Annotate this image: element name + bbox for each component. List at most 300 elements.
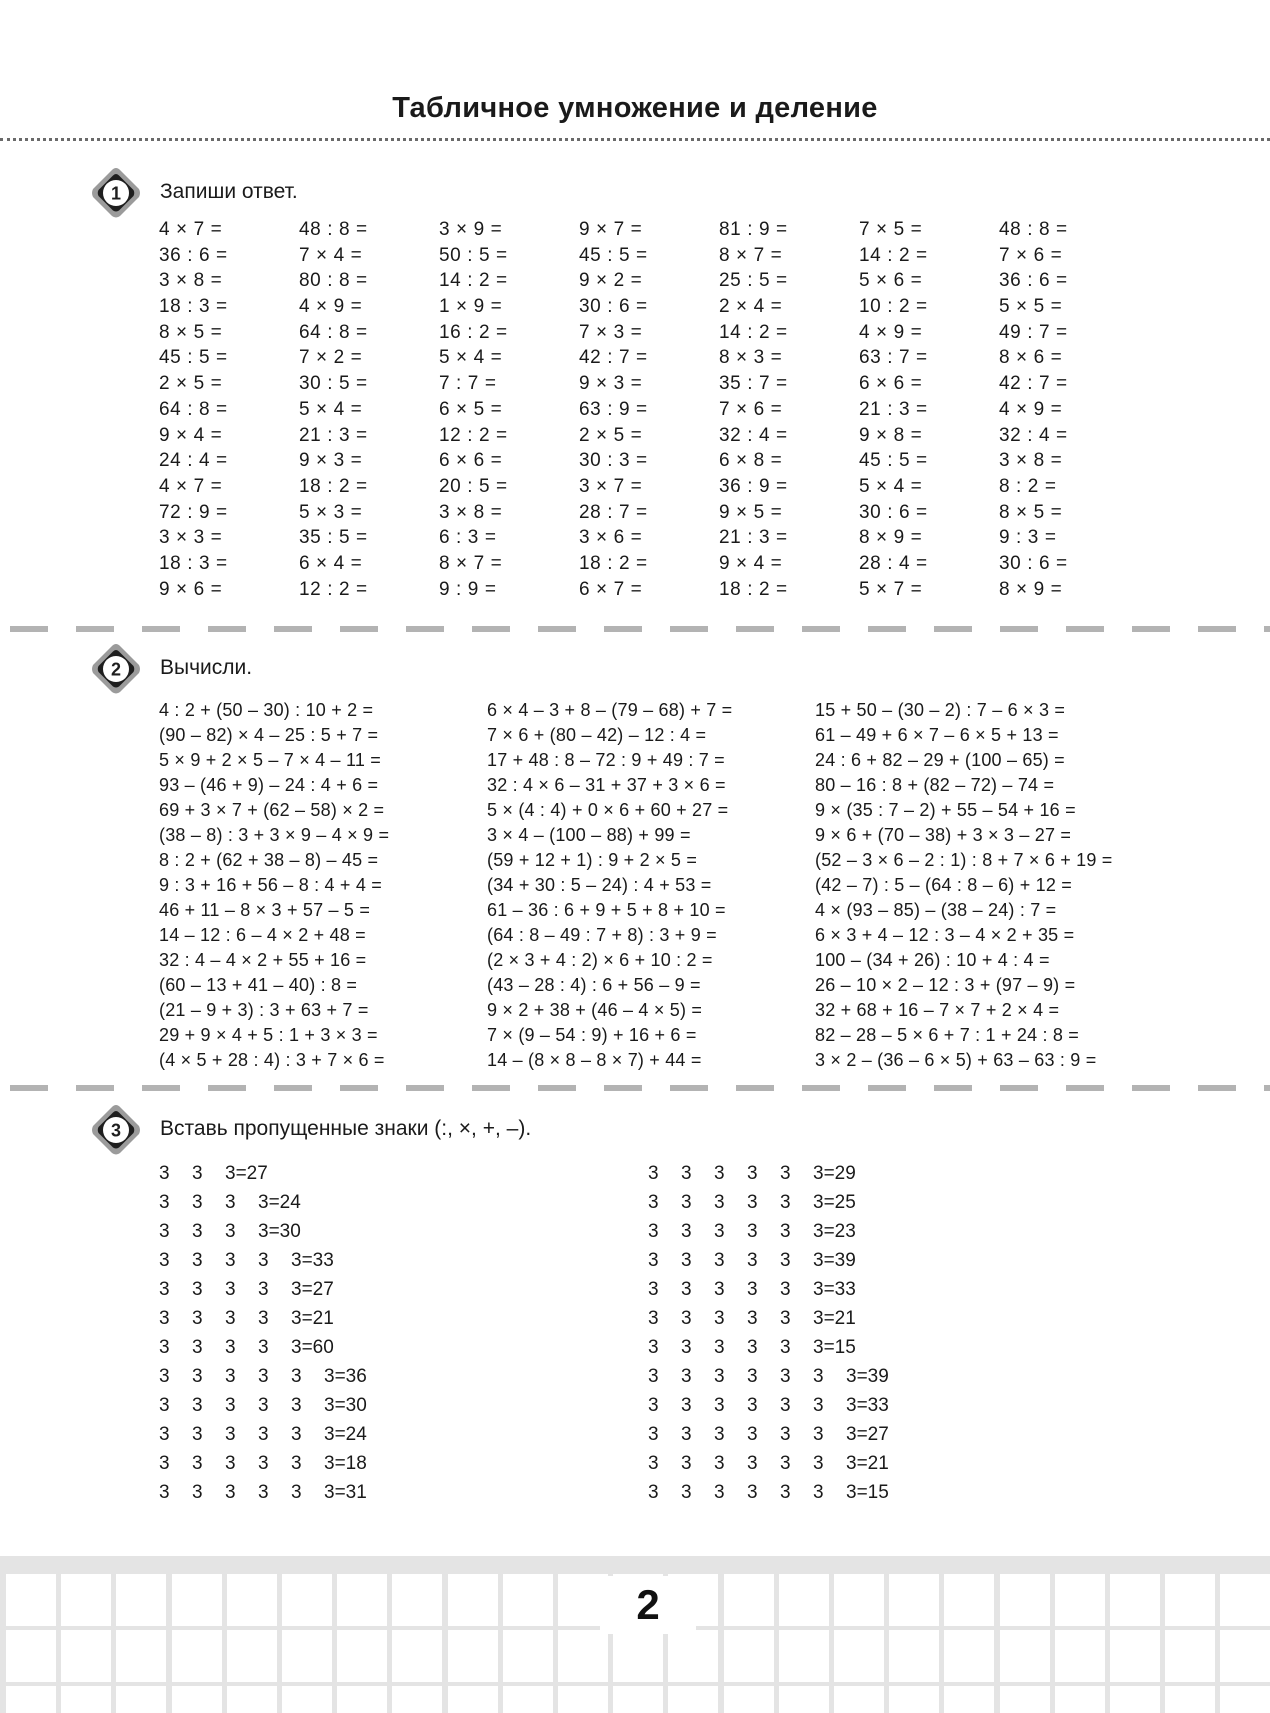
page-number: 2 xyxy=(600,1576,696,1634)
expression: 8 × 6 = xyxy=(999,347,1063,369)
expression: 42 : 7 = xyxy=(579,347,648,369)
expression: 61 – 49 + 6 × 7 – 6 × 5 + 13 = xyxy=(815,725,1059,745)
expression: 100 – (34 + 26) : 10 + 4 : 4 = xyxy=(815,950,1050,970)
expression: 7 × (9 – 54 : 9) + 16 + 6 = xyxy=(487,1025,697,1045)
expression: 9 : 3 + 16 + 56 – 8 : 4 + 4 = xyxy=(159,875,382,895)
missing-signs-equation xyxy=(648,1478,1098,1507)
missing-signs-equation xyxy=(648,1391,1098,1420)
footer-grid-cell xyxy=(172,1686,222,1713)
footer-grid-cell xyxy=(6,1630,56,1682)
expression: (60 – 13 + 41 – 40) : 8 = xyxy=(159,975,358,995)
footer-grid-cell xyxy=(613,1630,663,1682)
operand: 3 xyxy=(192,1395,203,1416)
expression: 6 × 8 = xyxy=(719,450,783,472)
expression: 6 × 4 = xyxy=(299,552,363,574)
expression: (21 – 9 + 3) : 3 + 63 + 7 = xyxy=(159,1000,369,1020)
expression: 1 × 9 = xyxy=(439,296,503,318)
expression: 9 × 3 = xyxy=(299,450,363,472)
operand: 3 xyxy=(648,1279,659,1300)
operand: 3 xyxy=(258,1453,269,1474)
expression: 7 × 5 = xyxy=(859,219,923,240)
operand: 3 xyxy=(714,1337,725,1358)
footer-grid-cell xyxy=(227,1686,277,1713)
operand: 3 xyxy=(747,1308,758,1329)
expression: 9 × 4 = xyxy=(159,424,223,446)
equation-result: 3=39 xyxy=(813,1250,856,1271)
operand: 3 xyxy=(291,1482,302,1503)
expression: 3 × 2 – (36 – 6 × 5) + 63 – 63 : 9 = xyxy=(815,1050,1097,1070)
footer-grid-cell xyxy=(448,1686,498,1713)
expression: 63 : 7 = xyxy=(859,347,928,369)
title-dotted-divider xyxy=(0,138,1270,141)
footer-grid-cell xyxy=(558,1686,608,1713)
expression: 18 : 2 = xyxy=(299,475,368,497)
expression: 4 × 9 = xyxy=(859,321,923,343)
operand: 3 xyxy=(780,1424,791,1445)
operand: 3 xyxy=(225,1453,236,1474)
expression: 5 × 6 = xyxy=(859,270,923,292)
operand: 3 xyxy=(681,1395,692,1416)
operand: 3 xyxy=(714,1163,725,1184)
footer-grid-cell xyxy=(116,1574,166,1626)
equation-result: 3=21 xyxy=(291,1308,334,1329)
expression: 8 × 9 = xyxy=(859,527,923,549)
footer-grid-cell xyxy=(1165,1630,1215,1682)
operand: 3 xyxy=(714,1221,725,1242)
footer-grid-cell xyxy=(1220,1630,1270,1682)
footer-grid-cell xyxy=(448,1630,498,1682)
footer-grid-cell xyxy=(944,1630,994,1682)
expression: 3 × 7 = xyxy=(579,475,643,497)
expression: (42 – 7) : 5 – (64 : 8 – 6) + 12 = xyxy=(815,875,1072,895)
expression: 45 : 5 = xyxy=(159,347,228,369)
missing-signs-equation xyxy=(159,1275,609,1304)
expression: 9 × (35 : 7 – 2) + 55 – 54 + 16 = xyxy=(815,800,1076,820)
expression: 5 × 4 = xyxy=(299,398,363,420)
expression: 64 : 8 = xyxy=(299,321,368,343)
expression: 9 × 4 = xyxy=(719,552,783,574)
footer-grid-cell xyxy=(6,1574,56,1626)
equation-result: 3=25 xyxy=(813,1192,856,1213)
expression: 6 × 6 = xyxy=(859,373,923,395)
expression: 17 + 48 : 8 – 72 : 9 + 49 : 7 = xyxy=(487,750,725,770)
missing-signs-equation xyxy=(159,1478,609,1507)
operand: 3 xyxy=(648,1424,659,1445)
expression: 5 × 7 = xyxy=(859,578,923,600)
expression: 20 : 5 = xyxy=(439,475,508,497)
operand: 3 xyxy=(225,1279,236,1300)
footer-grid-cell xyxy=(1165,1574,1215,1626)
operand: 3 xyxy=(225,1308,236,1329)
expression: 9 : 3 = xyxy=(999,527,1057,549)
expression: 3 × 4 – (100 – 88) + 99 = xyxy=(487,825,691,845)
expression: 18 : 3 = xyxy=(159,296,228,318)
missing-signs-equation xyxy=(159,1188,609,1217)
operand: 3 xyxy=(780,1395,791,1416)
expression: 28 : 4 = xyxy=(859,552,928,574)
footer-grid-cell xyxy=(889,1686,939,1713)
expression: 24 : 4 = xyxy=(159,450,228,472)
footer-grid-cell xyxy=(1000,1686,1050,1713)
footer-grid-cell xyxy=(503,1574,553,1626)
operand: 3 xyxy=(747,1163,758,1184)
footer-grid-cell xyxy=(944,1686,994,1713)
footer-grid-cell xyxy=(448,1574,498,1626)
operand: 3 xyxy=(225,1250,236,1271)
expression: 50 : 5 = xyxy=(439,244,508,266)
expression: 9 × 6 + (70 – 38) + 3 × 3 – 27 = xyxy=(815,825,1072,845)
expression: 18 : 2 = xyxy=(719,578,788,600)
expression: 7 × 6 = xyxy=(999,244,1063,266)
expression: (64 : 8 – 49 : 7 + 8) : 3 + 9 = xyxy=(487,925,717,945)
operand: 3 xyxy=(747,1366,758,1387)
expression: 6 × 3 + 4 – 12 : 3 – 4 × 2 + 35 = xyxy=(815,925,1075,945)
missing-signs-equation xyxy=(648,1275,1098,1304)
expression: 30 : 6 = xyxy=(859,501,928,523)
expression: 48 : 8 = xyxy=(999,219,1068,240)
footer-grid-cell xyxy=(172,1630,222,1682)
expression: 32 : 4 = xyxy=(719,424,788,446)
expression: (34 + 30 : 5 – 24) : 4 + 53 = xyxy=(487,875,712,895)
expression: (2 × 3 + 4 : 2) × 6 + 10 : 2 = xyxy=(487,950,713,970)
operand: 3 xyxy=(192,1250,203,1271)
operand: 3 xyxy=(225,1192,236,1213)
operand: 3 xyxy=(714,1424,725,1445)
expression: 5 × 3 = xyxy=(299,501,363,523)
expression: 3 × 8 = xyxy=(439,501,503,523)
badge-number: 2 xyxy=(110,659,122,680)
expression: 80 : 8 = xyxy=(299,270,368,292)
footer-grid-cell xyxy=(834,1686,884,1713)
badge-number: 1 xyxy=(110,183,122,204)
equation-result: 3=27 xyxy=(846,1424,889,1445)
equation-column xyxy=(159,1159,609,1507)
equation-result: 3=36 xyxy=(324,1366,367,1387)
operand: 3 xyxy=(225,1221,236,1242)
task-title: Вычисли. xyxy=(160,656,253,679)
operand: 3 xyxy=(648,1163,659,1184)
task-number-badge-icon xyxy=(88,165,144,221)
footer-grid-cell xyxy=(834,1630,884,1682)
operand: 3 xyxy=(648,1366,659,1387)
footer-grid-cell xyxy=(337,1574,387,1626)
expression: (52 – 3 × 6 – 2 : 1) : 8 + 7 × 6 + 19 = xyxy=(815,850,1113,870)
operand: 3 xyxy=(747,1482,758,1503)
expression: 45 : 5 = xyxy=(859,450,928,472)
operand: 3 xyxy=(159,1192,170,1213)
footer-grid-cell xyxy=(613,1686,663,1713)
operand: 3 xyxy=(159,1337,170,1358)
operand: 3 xyxy=(681,1453,692,1474)
footer-grid-cell xyxy=(172,1574,222,1626)
missing-signs-equation xyxy=(159,1449,609,1478)
footer-grid-cell xyxy=(227,1630,277,1682)
expression: 6 × 5 = xyxy=(439,398,503,420)
expression: 30 : 6 = xyxy=(999,552,1068,574)
equation-result: 3=21 xyxy=(846,1453,889,1474)
expression: 82 – 28 – 5 × 6 + 7 : 1 + 24 : 8 = xyxy=(815,1025,1080,1045)
equation-result: 3=33 xyxy=(291,1250,334,1271)
expression: 36 : 9 = xyxy=(719,475,788,497)
footer-grid-cell xyxy=(282,1630,332,1682)
operand: 3 xyxy=(258,1337,269,1358)
expression: 7 × 2 = xyxy=(299,347,363,369)
operand: 3 xyxy=(813,1482,824,1503)
operand: 3 xyxy=(747,1453,758,1474)
operand: 3 xyxy=(258,1395,269,1416)
equation-result: 3=15 xyxy=(846,1482,889,1503)
expression: 15 + 50 – (30 – 2) : 7 – 6 × 3 = xyxy=(815,700,1066,720)
equation-result: 3=60 xyxy=(291,1337,334,1358)
footer-grid-cell xyxy=(1220,1574,1270,1626)
operand: 3 xyxy=(159,1395,170,1416)
expression: 5 × 4 = xyxy=(859,475,923,497)
footer-grid-cell xyxy=(779,1630,829,1682)
footer-grid-cell xyxy=(503,1686,553,1713)
expression: 5 × (4 : 4) + 0 × 6 + 60 + 27 = xyxy=(487,800,729,820)
operand: 3 xyxy=(714,1192,725,1213)
footer-grid-cell xyxy=(227,1574,277,1626)
operand: 3 xyxy=(681,1366,692,1387)
expression: 8 × 5 = xyxy=(159,321,223,343)
operand: 3 xyxy=(648,1395,659,1416)
expression: 30 : 3 = xyxy=(579,450,648,472)
expression: 36 : 6 = xyxy=(999,270,1068,292)
footer-grid-cell xyxy=(116,1630,166,1682)
expression: 80 – 16 : 8 + (82 – 72) – 74 = xyxy=(815,775,1055,795)
expression: 4 × 9 = xyxy=(999,398,1063,420)
equation-result: 3=33 xyxy=(813,1279,856,1300)
expression-column xyxy=(487,698,817,1073)
expression: 5 × 9 + 2 × 5 – 7 × 4 – 11 = xyxy=(159,750,381,770)
expression-column xyxy=(999,217,1139,602)
expression: 8 : 2 = xyxy=(999,475,1057,497)
missing-signs-equation xyxy=(159,1362,609,1391)
expression: 3 × 3 = xyxy=(159,527,223,549)
expression: (38 – 8) : 3 + 3 × 9 – 4 × 9 = xyxy=(159,825,390,845)
operand: 3 xyxy=(747,1192,758,1213)
operand: 3 xyxy=(648,1192,659,1213)
footer-grid-cell xyxy=(834,1574,884,1626)
operand: 3 xyxy=(780,1192,791,1213)
expression: 8 : 2 + (62 + 38 – 8) – 45 = xyxy=(159,850,379,870)
equation-result: 3=39 xyxy=(846,1366,889,1387)
operand: 3 xyxy=(813,1395,824,1416)
missing-signs-equation xyxy=(648,1333,1098,1362)
expression: 8 × 9 = xyxy=(999,578,1063,600)
task-number-badge-icon xyxy=(88,1102,144,1158)
expression: 18 : 2 = xyxy=(579,552,648,574)
footer-grid-cell xyxy=(61,1630,111,1682)
missing-signs-equation xyxy=(648,1159,1098,1188)
operand: 3 xyxy=(159,1163,170,1184)
expression: (43 – 28 : 4) : 6 + 56 – 9 = xyxy=(487,975,701,995)
expression: 7 × 6 + (80 – 42) – 12 : 4 = xyxy=(487,725,707,745)
operand: 3 xyxy=(225,1482,236,1503)
expression-column xyxy=(579,217,719,602)
footer-grid-cell xyxy=(392,1630,442,1682)
operand: 3 xyxy=(813,1453,824,1474)
footer-grid-cell xyxy=(1165,1686,1215,1713)
expression: 25 : 5 = xyxy=(719,270,788,292)
expression: 48 : 8 = xyxy=(299,219,368,240)
operand: 3 xyxy=(291,1366,302,1387)
expression: 8 × 3 = xyxy=(719,347,783,369)
expression: 12 : 2 = xyxy=(299,578,368,600)
operand: 3 xyxy=(225,1366,236,1387)
missing-signs-equation xyxy=(159,1246,609,1275)
operand: 3 xyxy=(747,1424,758,1445)
footer-grid-cell xyxy=(668,1686,718,1713)
operand: 3 xyxy=(714,1366,725,1387)
expression-column xyxy=(719,217,859,602)
expression: 18 : 3 = xyxy=(159,552,228,574)
footer-grid-cell xyxy=(779,1574,829,1626)
footer-grid-cell xyxy=(61,1574,111,1626)
operand: 3 xyxy=(714,1308,725,1329)
operand: 3 xyxy=(780,1250,791,1271)
expression: 2 × 5 = xyxy=(159,373,223,395)
expression: 14 : 2 = xyxy=(859,244,928,266)
task-number-badge-icon xyxy=(88,641,144,697)
expression: 5 × 4 = xyxy=(439,347,503,369)
expression: 9 × 8 = xyxy=(859,424,923,446)
footer-grid-cell xyxy=(6,1686,56,1713)
operand: 3 xyxy=(192,1221,203,1242)
operand: 3 xyxy=(780,1308,791,1329)
expression: 64 : 8 = xyxy=(159,398,228,420)
operand: 3 xyxy=(258,1482,269,1503)
equation-column xyxy=(648,1159,1098,1507)
expression: 6 × 7 = xyxy=(579,578,643,600)
missing-signs-equation xyxy=(648,1420,1098,1449)
operand: 3 xyxy=(291,1395,302,1416)
expression: 63 : 9 = xyxy=(579,398,648,420)
expression: 42 : 7 = xyxy=(999,373,1068,395)
operand: 3 xyxy=(192,1308,203,1329)
expression: 3 × 8 = xyxy=(999,450,1063,472)
footer-grid-cell xyxy=(668,1630,718,1682)
footer-grid-cell xyxy=(1000,1630,1050,1682)
operand: 3 xyxy=(192,1453,203,1474)
operand: 3 xyxy=(159,1482,170,1503)
expression: 32 : 4 – 4 × 2 + 55 + 16 = xyxy=(159,950,367,970)
footer-grid-cell xyxy=(724,1574,774,1626)
expression: 2 × 4 = xyxy=(719,296,783,318)
missing-signs-equation xyxy=(159,1159,609,1188)
expression: 36 : 6 = xyxy=(159,244,228,266)
expression-column xyxy=(815,698,1145,1073)
operand: 3 xyxy=(159,1453,170,1474)
expression: 9 × 7 = xyxy=(579,219,643,240)
footer-grid-cell xyxy=(1055,1574,1105,1626)
footer-grid-cell xyxy=(1220,1686,1270,1713)
expression: 24 : 6 + 82 – 29 + (100 – 65) = xyxy=(815,750,1065,770)
operand: 3 xyxy=(159,1279,170,1300)
expression: 3 × 9 = xyxy=(439,219,503,240)
footer-grid-cell xyxy=(944,1574,994,1626)
expression: 4 × (93 – 85) – (38 – 24) : 7 = xyxy=(815,900,1057,920)
missing-signs-equation xyxy=(648,1449,1098,1478)
expression: 4 × 7 = xyxy=(159,475,223,497)
operand: 3 xyxy=(291,1424,302,1445)
equation-result: 3=30 xyxy=(324,1395,367,1416)
footer-grid-cell xyxy=(1110,1686,1160,1713)
operand: 3 xyxy=(192,1366,203,1387)
expression: 3 × 6 = xyxy=(579,527,643,549)
equation-result: 3=21 xyxy=(813,1308,856,1329)
expression: 4 : 2 + (50 – 30) : 10 + 2 = xyxy=(159,700,374,720)
expression: 7 : 7 = xyxy=(439,373,497,395)
section-divider-2 xyxy=(0,1085,1270,1091)
expression: 10 : 2 = xyxy=(859,296,928,318)
equation-result: 3=30 xyxy=(258,1221,301,1242)
operand: 3 xyxy=(159,1424,170,1445)
expression: 30 : 6 = xyxy=(579,296,648,318)
expression: 61 – 36 : 6 + 9 + 5 + 8 + 10 = xyxy=(487,900,726,920)
footer-grid-cell xyxy=(61,1686,111,1713)
expression: 9 × 5 = xyxy=(719,501,783,523)
expression-column xyxy=(299,217,439,602)
footer-grid-cell xyxy=(889,1574,939,1626)
expression-column xyxy=(859,217,999,602)
operand: 3 xyxy=(192,1482,203,1503)
expression: 14 : 2 = xyxy=(439,270,508,292)
equation-result: 3=23 xyxy=(813,1221,856,1242)
expression: 49 : 7 = xyxy=(999,321,1068,343)
operand: 3 xyxy=(159,1366,170,1387)
footer-grid-cell xyxy=(282,1686,332,1713)
footer-grid-cell xyxy=(1055,1686,1105,1713)
expression: 32 : 4 = xyxy=(999,424,1068,446)
expression: (90 – 82) × 4 – 25 : 5 + 7 = xyxy=(159,725,379,745)
footer-grid-cell xyxy=(1000,1574,1050,1626)
operand: 3 xyxy=(681,1192,692,1213)
expression: 7 × 4 = xyxy=(299,244,363,266)
expression: 46 + 11 – 8 × 3 + 57 – 5 = xyxy=(159,900,371,920)
expression: 21 : 3 = xyxy=(299,424,368,446)
expression-column xyxy=(439,217,579,602)
equation-result: 3=33 xyxy=(846,1395,889,1416)
operand: 3 xyxy=(747,1337,758,1358)
operand: 3 xyxy=(648,1337,659,1358)
footer-grid-cell xyxy=(724,1630,774,1682)
expression: 5 × 5 = xyxy=(999,296,1063,318)
expression: 4 × 9 = xyxy=(299,296,363,318)
footer-grid-cell xyxy=(558,1630,608,1682)
operand: 3 xyxy=(681,1337,692,1358)
operand: 3 xyxy=(258,1279,269,1300)
operand: 3 xyxy=(159,1250,170,1271)
operand: 3 xyxy=(648,1482,659,1503)
expression: 16 : 2 = xyxy=(439,321,508,343)
task-title: Вставь пропущенные знаки (:, ×, +, –). xyxy=(160,1117,532,1140)
operand: 3 xyxy=(258,1366,269,1387)
operand: 3 xyxy=(714,1395,725,1416)
expression: 32 : 4 × 6 – 31 + 37 + 3 × 6 = xyxy=(487,775,726,795)
operand: 3 xyxy=(258,1424,269,1445)
expression: 4 × 7 = xyxy=(159,219,223,240)
expression-column xyxy=(159,217,299,602)
missing-signs-equation xyxy=(159,1333,609,1362)
missing-signs-equation xyxy=(159,1420,609,1449)
expression: 6 × 4 – 3 + 8 – (79 – 68) + 7 = xyxy=(487,700,733,720)
expression: 81 : 9 = xyxy=(719,219,788,240)
operand: 3 xyxy=(747,1221,758,1242)
equation-result: 3=15 xyxy=(813,1337,856,1358)
equation-result: 3=31 xyxy=(324,1482,367,1503)
operand: 3 xyxy=(813,1424,824,1445)
